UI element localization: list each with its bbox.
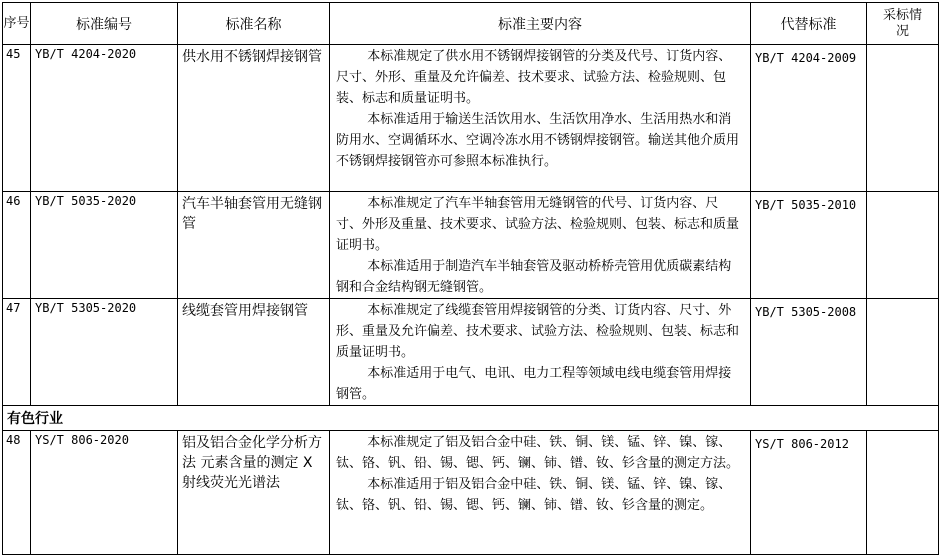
row-content	[330, 45, 751, 192]
content-paragraph: 本标准规定了汽车半轴套管用无缝钢管的代号、订货内容、尺寸、外形及重量、技术要求、试验方法、检验规则、包装、标志和质量证明书。	[336, 196, 740, 253]
row-content	[330, 299, 751, 406]
row-seq: 45	[3, 45, 31, 192]
section-row	[3, 406, 939, 431]
standards-table	[2, 2, 939, 555]
table-header-row	[3, 3, 939, 45]
row-name: 线缆套管用焊接钢管	[178, 299, 330, 406]
row-code: YB/T 4204-2020	[31, 45, 178, 192]
row-name: 汽车半轴套管用无缝钢管	[178, 192, 330, 299]
row-replaced: YB/T 5305-2008	[751, 299, 867, 406]
row-name: 铝及铝合金化学分析方法 元素含量的测定 X射线荧光光谱法	[178, 431, 330, 555]
content-paragraph: 本标准规定了线缆套管用焊接钢管的分类、订货内容、尺寸、外形、重量及允许偏差、技术要求、试验方法、检验规则、包装、标志和质量证明书。	[336, 303, 740, 360]
content-paragraph: 本标准适用于制造汽车半轴套管及驱动桥桥壳管用优质碳素结构钢和合金结构钢无缝钢管。	[336, 259, 732, 295]
row-replaced: YB/T 5035-2010	[751, 192, 867, 299]
row-adoption	[867, 192, 939, 299]
header-content: 标准主要内容	[330, 3, 751, 45]
row-replaced: YS/T 806-2012	[751, 431, 867, 555]
content-paragraph: 本标准适用于铝及铝合金中硅、铁、铜、镁、锰、锌、镍、镓、钛、铬、钒、铅、锡、锶、钙、镧、铈、镨、钕、钐含量的测定。	[336, 477, 732, 513]
row-adoption	[867, 299, 939, 406]
row-code: YS/T 806-2020	[31, 431, 178, 555]
content-paragraph: 本标准规定了供水用不锈钢焊接钢管的分类及代号、订货内容、尺寸、外形、重量及允许偏差、技术要求、试验方法、检验规则、包装、标志和质量证明书。	[336, 49, 732, 106]
header-seq: 序号	[3, 3, 31, 45]
row-seq: 47	[3, 299, 31, 406]
content-paragraph: 本标准适用于输送生活饮用水、生活饮用净水、生活用热水和消防用水、空调循环水、空调冷冻水用不锈钢焊接钢管。输送其他介质用不锈钢焊接钢管亦可参照本标准执行。	[336, 112, 740, 169]
header-adoption: 采标情况	[867, 3, 939, 45]
table-row	[3, 192, 939, 299]
row-adoption	[867, 431, 939, 555]
row-content	[330, 431, 751, 555]
row-code: YB/T 5035-2020	[31, 192, 178, 299]
row-name: 供水用不锈钢焊接钢管	[178, 45, 330, 192]
table-row	[3, 431, 939, 555]
row-seq: 48	[3, 431, 31, 555]
row-code: YB/T 5305-2020	[31, 299, 178, 406]
header-name: 标准名称	[178, 3, 330, 45]
row-replaced: YB/T 4204-2009	[751, 45, 867, 192]
content-paragraph: 本标准适用于电气、电讯、电力工程等领域电线电缆套管用焊接钢管。	[336, 366, 732, 402]
table-row	[3, 45, 939, 192]
section-title: 有色行业	[3, 406, 939, 431]
row-adoption	[867, 45, 939, 192]
row-content	[330, 192, 751, 299]
header-replaced: 代替标准	[751, 3, 867, 45]
content-paragraph: 本标准规定了铝及铝合金中硅、铁、铜、镁、锰、锌、镍、镓、钛、铬、钒、铅、锡、锶、钙、镧、铈、镨、钕、钐含量的测定方法。	[336, 435, 740, 471]
table-row	[3, 299, 939, 406]
header-code: 标准编号	[31, 3, 178, 45]
row-seq: 46	[3, 192, 31, 299]
